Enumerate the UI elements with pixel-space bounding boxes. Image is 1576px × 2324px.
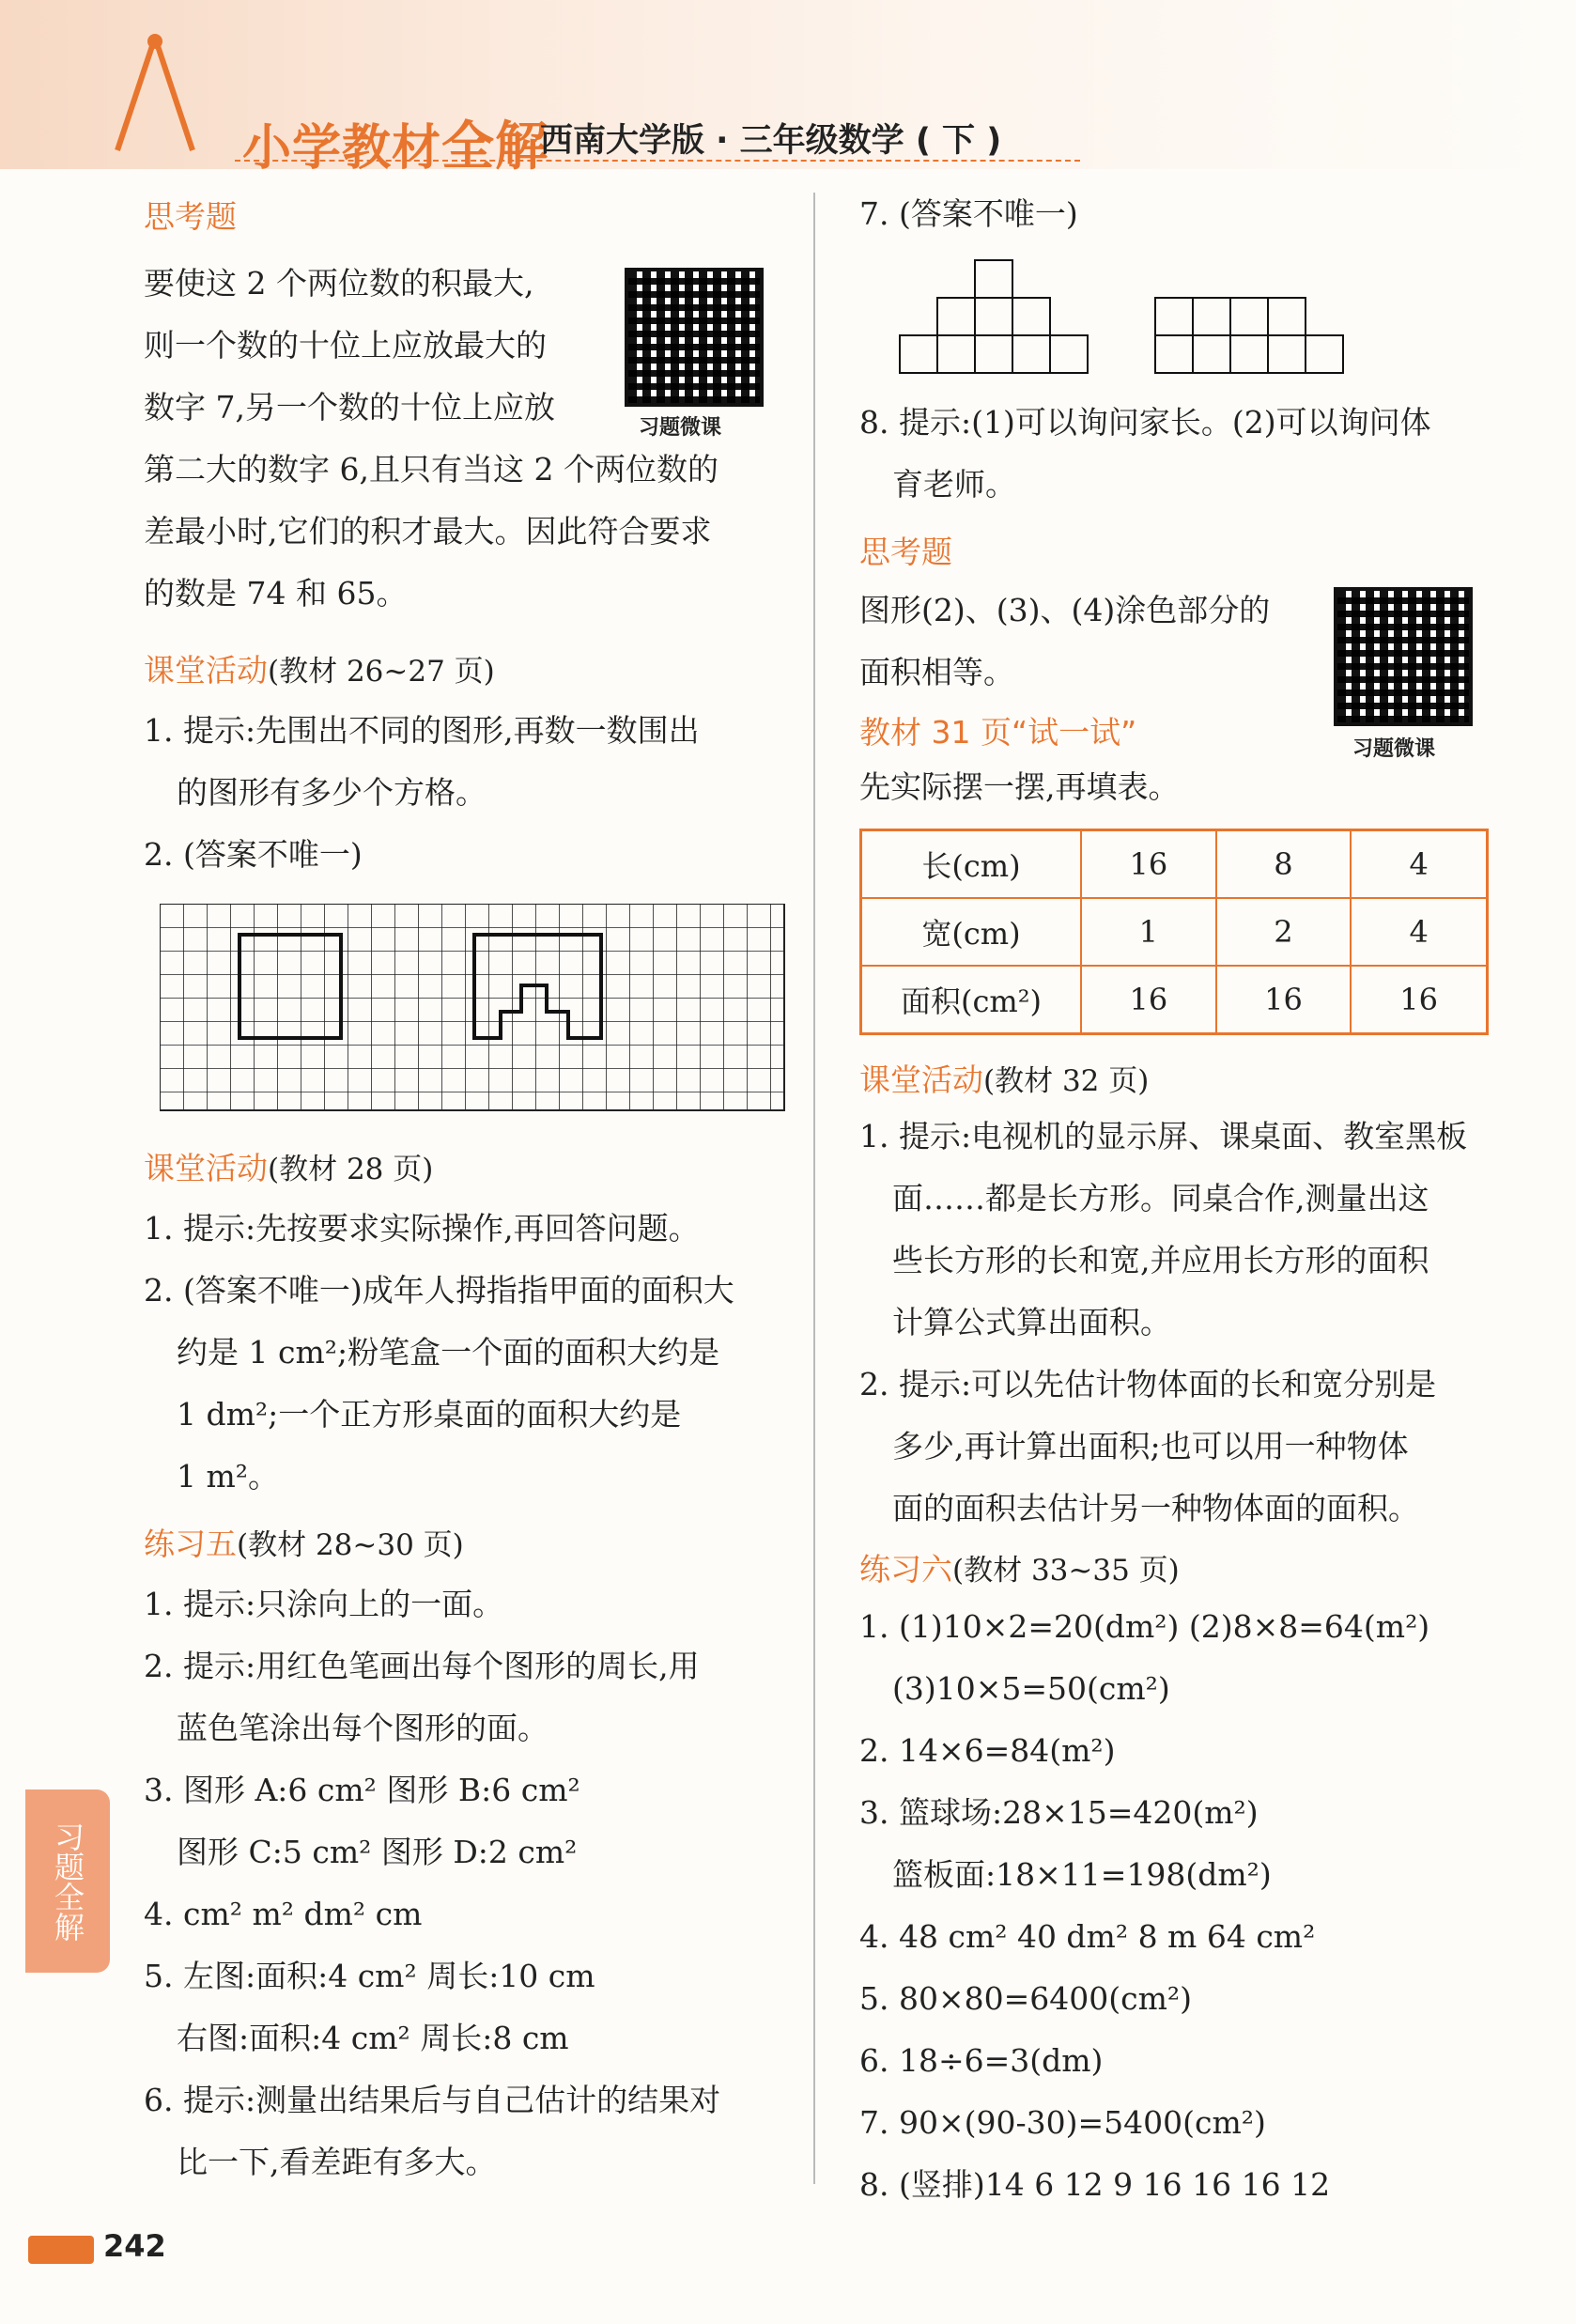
text-line: 的图形有多少个方格。 — [177, 774, 487, 811]
text-line: 右图:面积:4 cm² 周长:8 cm — [177, 2020, 569, 2056]
text-line: 则一个数的十位上应放最大的 — [144, 327, 547, 364]
text-line: 要使这 2 个两位数的积最大, — [144, 265, 534, 302]
text-line: 面积相等。 — [859, 654, 1014, 690]
text-line: 1. 提示:只涂向上的一面。 — [144, 1586, 504, 1622]
text-line: 2. 提示:可以先估计物体面的长和宽分别是 — [859, 1366, 1437, 1402]
qr-code[interactable] — [1334, 587, 1473, 726]
text-line: 1. 提示:先围出不同的图形,再数一数围出 — [144, 712, 700, 749]
text-line: 5. 80×80=6400(cm²) — [859, 1980, 1192, 2017]
table-cell: 1 — [1081, 898, 1216, 966]
table-cell: 2 — [1216, 898, 1352, 966]
text-line: 4. cm² m² dm² cm — [144, 1896, 423, 1932]
text-line: 多少,再计算出面积;也可以用一种物体 — [892, 1428, 1409, 1464]
page-number: 242 — [103, 2228, 166, 2264]
text-line: 2. (答案不唯一)成年人拇指指甲面的面积大 — [144, 1272, 734, 1309]
text-line: 7. 90×(90-30)=5400(cm²) — [859, 2104, 1266, 2141]
text-line: 2. 14×6=84(m²) — [859, 1732, 1116, 1769]
text-line: 1. (1)10×2=20(dm²) (2)8×8=64(m²) — [859, 1608, 1430, 1645]
text-line: 1. 提示:电视机的显示屏、课桌面、教室黑板 — [859, 1118, 1468, 1154]
text-line: 些长方形的长和宽,并应用长方形的面积 — [892, 1242, 1429, 1278]
table-cell: 16 — [1351, 966, 1487, 1034]
text-line: (3)10×5=50(cm²) — [892, 1670, 1170, 1707]
text-line: 篮板面:18×11=198(dm²) — [892, 1856, 1272, 1893]
text-line: 的数是 74 和 65。 — [144, 575, 408, 612]
text-line: 1. 提示:先按要求实际操作,再回答问题。 — [144, 1210, 700, 1247]
text-line: 计算公式算出面积。 — [892, 1304, 1171, 1340]
text-line: 面……都是长方形。同桌合作,测量出这 — [892, 1180, 1429, 1216]
side-tab[interactable]: 习题全解 — [25, 1789, 110, 1973]
table-cell: 4 — [1351, 830, 1487, 899]
section-title: 思考题 — [859, 534, 952, 570]
section-title: 练习五(教材 28~30 页) — [144, 1526, 464, 1562]
text-line: 蓝色笔涂出每个图形的面。 — [177, 1710, 549, 1746]
table-cell: 宽(cm) — [861, 898, 1082, 966]
compass-icon — [89, 28, 230, 160]
text-line: 数字 7,另一个数的十位上应放 — [144, 389, 555, 426]
table-row — [861, 898, 1488, 966]
table-cell: 16 — [1081, 830, 1216, 899]
qr-code[interactable] — [625, 268, 764, 407]
brand-title: 小学教材全解 — [242, 116, 549, 178]
text-line: 3. 图形 A:6 cm² 图形 B:6 cm² — [144, 1772, 580, 1808]
section-title: 教材 31 页“试一试” — [859, 714, 1137, 751]
header-divider — [235, 160, 1080, 162]
text-line: 8. 提示:(1)可以询问家长。(2)可以询问体 — [859, 404, 1431, 441]
text-line: 图形(2)、(3)、(4)涂色部分的 — [859, 592, 1271, 628]
table-cell: 16 — [1216, 966, 1352, 1034]
text-line: 5. 左图:面积:4 cm² 周长:10 cm — [144, 1958, 595, 1994]
text-line: 6. 提示:测量出结果后与自己估计的结果对 — [144, 2082, 721, 2118]
section-title: 思考题 — [144, 198, 237, 235]
section-title: 课堂活动(教材 32 页) — [859, 1061, 1150, 1098]
text-line: 图形 C:5 cm² 图形 D:2 cm² — [177, 1834, 578, 1870]
text-line: 3. 篮球场:28×15=420(m²) — [859, 1794, 1259, 1831]
table-cell: 8 — [1216, 830, 1352, 899]
block-figures — [892, 258, 1362, 380]
text-line: 先实际摆一摆,再填表。 — [859, 768, 1180, 805]
text-line: 1 m²。 — [177, 1458, 280, 1495]
page-number-bar — [28, 2236, 94, 2264]
section-title: 课堂活动(教材 26~27 页) — [144, 652, 495, 689]
section-title: 练习六(教材 33~35 页) — [859, 1551, 1180, 1588]
table-cell: 长(cm) — [861, 830, 1082, 899]
text-line: 6. 18÷6=3(dm) — [859, 2042, 1104, 2079]
text-line: 4. 48 cm² 40 dm² 8 m 64 cm² — [859, 1918, 1316, 1955]
qr-label: 习题微课 — [639, 416, 722, 440]
text-line: 7. (答案不唯一) — [859, 195, 1078, 232]
table-cell: 16 — [1081, 966, 1216, 1034]
text-line: 8. (竖排)14 6 12 9 16 16 16 12 — [859, 2166, 1331, 2203]
table-row — [861, 966, 1488, 1034]
text-line: 2. (答案不唯一) — [144, 836, 363, 873]
table-row — [861, 830, 1488, 899]
column-divider — [813, 193, 815, 2184]
text-line: 比一下,看差距有多大。 — [177, 2144, 497, 2180]
text-line: 约是 1 cm²;粉笔盒一个面的面积大约是 — [177, 1334, 720, 1371]
text-line: 育老师。 — [892, 466, 1016, 503]
text-line: 差最小时,它们的积才最大。因此符合要求 — [144, 513, 712, 550]
text-line: 面的面积去估计另一种物体面的面积。 — [892, 1490, 1419, 1526]
qr-label: 习题微课 — [1352, 737, 1436, 761]
table-cell: 4 — [1351, 898, 1487, 966]
grid-figure — [160, 904, 785, 1112]
table-cell: 面积(cm²) — [861, 966, 1082, 1034]
section-title: 课堂活动(教材 28 页) — [144, 1150, 434, 1186]
dimension-table — [859, 829, 1489, 1035]
text-line: 1 dm²;一个正方形桌面的面积大约是 — [177, 1396, 682, 1433]
edition-label: 西南大学版 · 三年级数学 ( 下 ) — [540, 122, 1002, 160]
text-line: 第二大的数字 6,且只有当这 2 个两位数的 — [144, 451, 718, 488]
text-line: 2. 提示:用红色笔画出每个图形的周长,用 — [144, 1648, 700, 1684]
